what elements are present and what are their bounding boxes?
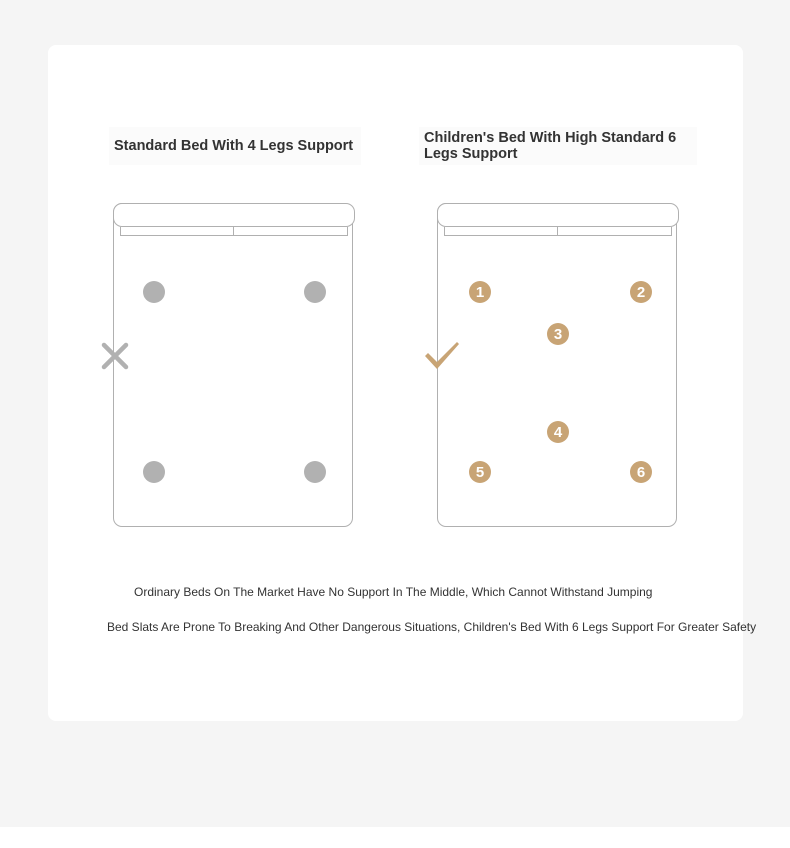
caption-line-1: Ordinary Beds On The Market Have No Support In The Middle, Which Cannot Withstand Jumping xyxy=(134,585,653,599)
support-leg xyxy=(304,461,326,483)
headboard xyxy=(437,203,679,227)
support-leg xyxy=(304,281,326,303)
support-leg xyxy=(143,281,165,303)
children-bed-title-text: Children's Bed With High Standard 6 Legs Support xyxy=(424,130,677,162)
support-leg-5: 5 xyxy=(469,461,491,483)
standard-bed-diagram xyxy=(113,203,353,527)
support-leg xyxy=(143,461,165,483)
support-leg-3: 3 xyxy=(547,323,569,345)
support-leg-6: 6 xyxy=(630,461,652,483)
check-icon xyxy=(422,339,462,373)
slat-rail xyxy=(444,227,672,236)
support-leg-2: 2 xyxy=(630,281,652,303)
headboard xyxy=(113,203,355,227)
standard-bed-title-text: Standard Bed With 4 Legs Support xyxy=(114,138,354,154)
children-bed-diagram xyxy=(437,203,677,527)
children-bed-title xyxy=(419,127,697,165)
support-leg-1: 1 xyxy=(469,281,491,303)
cross-icon xyxy=(100,341,130,371)
support-leg-4: 4 xyxy=(547,421,569,443)
slat-rail xyxy=(120,227,348,236)
caption-line-2: Bed Slats Are Prone To Breaking And Other Dangerous Situations, Children's Bed With 6 Legs Support For Greater Safety xyxy=(107,620,757,634)
standard-bed-title xyxy=(109,127,361,165)
